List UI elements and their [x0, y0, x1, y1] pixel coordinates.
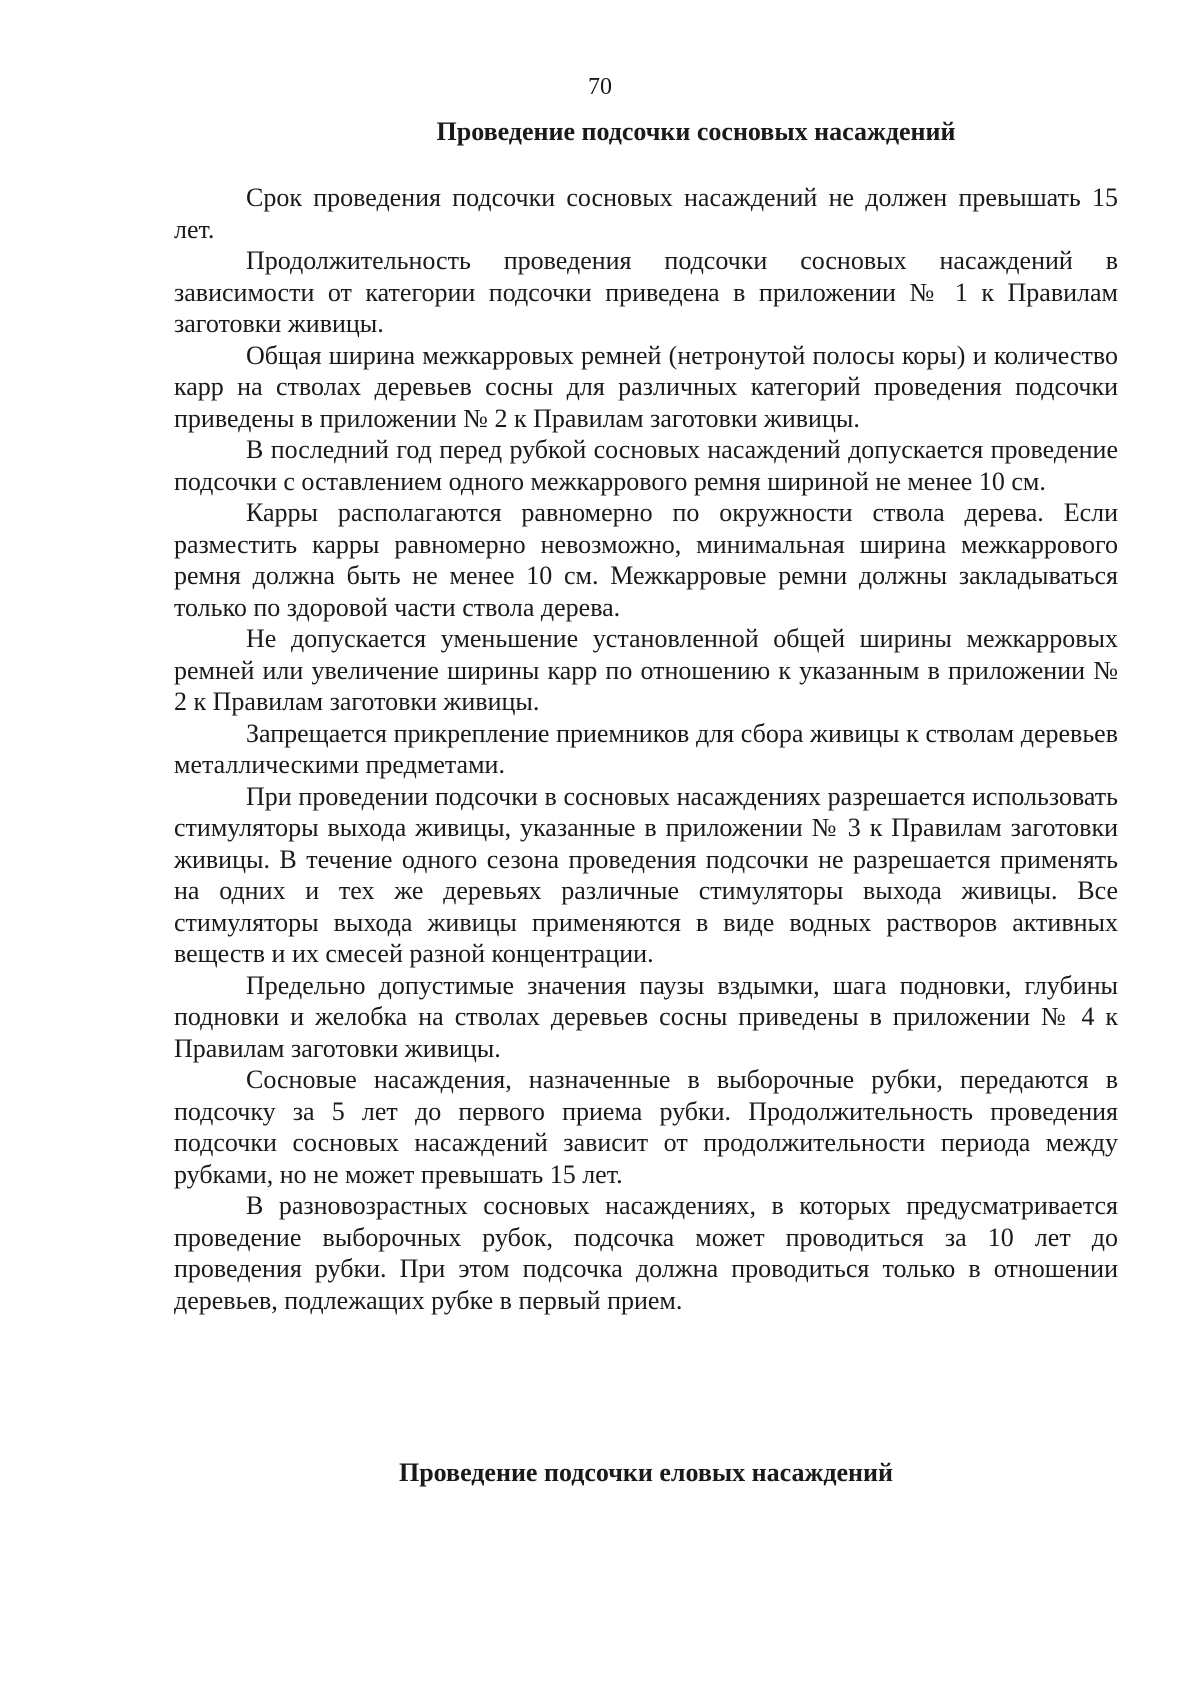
paragraph: Не допускается уменьшение установленной общей ширины межкарровых ремней или увеличение ширины карр по отношению к указанным в приложении № 2 к Правилам заготовки живицы. — [174, 624, 1118, 716]
paragraph: Общая ширина межкарровых ремней (нетронутой полосы коры) и количество карр на стволах деревьев сосны для различных категорий проведения подсочки приведены в приложении № 2 к Правилам заготовки живицы. — [174, 340, 1118, 433]
paragraph: Сосновые насаждения, назначенные в выборочные рубки, передаются в подсочку за 5 лет до первого приема рубки. Продолжительность проведения подсочки сосновых насаждений зависит от продолжительности периода между рубками, но не может превышать 15 лет. — [174, 1065, 1118, 1189]
paragraph: В последний год перед рубкой сосновых насаждений допускается проведение подсочки с оставлением одного межкаррового ремня шириной не менее 10 см. — [174, 435, 1118, 496]
paragraph: Срок проведения подсочки сосновых насаждений не должен превышать 15 лет. — [174, 183, 1118, 244]
paragraph: Продолжительность проведения подсочки сосновых насаждений в зависимости от категории подсочки приведена в приложении № 1 к Правилам заготовки живицы. — [174, 246, 1118, 338]
paragraph: В разновозрастных сосновых насаждениях, в которых предусматривается проведение выборочных рубок, подсочка может проводиться за 10 лет до проведения рубки. При этом подсочка должна проводиться только в отношении деревьев, подлежащих рубке в первый прием. — [174, 1191, 1118, 1315]
paragraph: Предельно допустимые значения паузы вздымки, шага подновки, глубины подновки и желобка на стволах деревьев сосны приведены в приложении № 4 к Правилам заготовки живицы. — [174, 970, 1118, 1063]
section-heading-spruce: Проведение подсочки еловых насаждений — [399, 1458, 893, 1487]
page-number: 70 — [588, 74, 612, 100]
section-heading-pine: Проведение подсочки сосновых насаждений — [436, 117, 956, 146]
paragraph: При проведении подсочки в сосновых насаждениях разрешается использовать стимуляторы выхода живицы, указанные в приложении № 3 к Правилам заготовки живицы. В течение одного сезона проведения подсочки не разрешается применять на одних и тех же деревьях различные стимуляторы выхода живицы. Все стимуляторы выхода живицы применяются в виде водных растворов активных веществ и их смесей разной концентрации. — [174, 781, 1118, 968]
paragraph: Карры располагаются равномерно по окружности ствола дерева. Если разместить карры равномерно невозможно, минимальная ширина межкаррового ремня должна быть не менее 10 см. Межкарровые ремни должны закладываться только по здоровой части ствола дерева. — [174, 498, 1118, 622]
body-text — [174, 182, 1118, 1316]
paragraph: Запрещается прикрепление приемников для сбора живицы к стволам деревьев металлическими предметами. — [174, 718, 1118, 779]
